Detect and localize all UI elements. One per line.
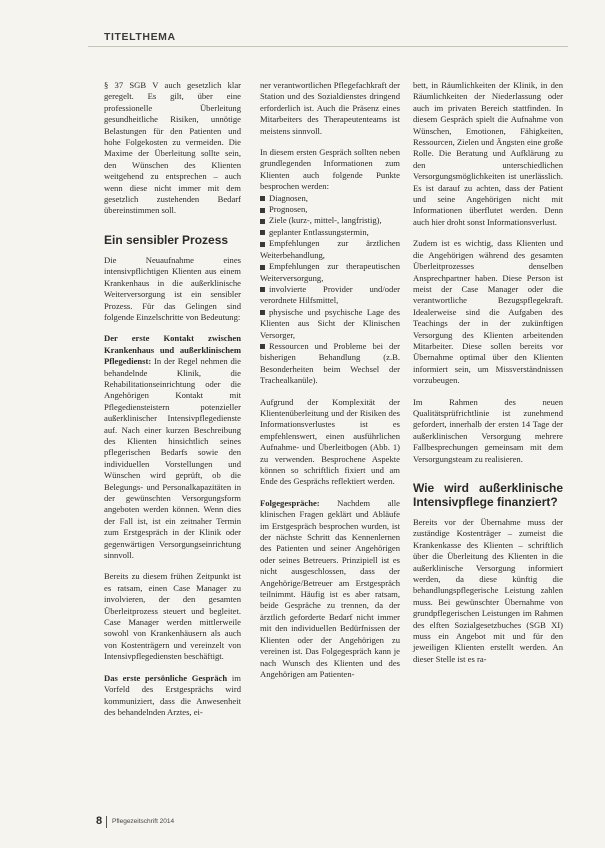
followup-text: Nachdem alle klinischen Fragen geklärt und Abläufe im Erstgespräch besprochen wurden, ist der nächste Schritt das Kennenlernen des Patienten und seiner Angehörigen oder seines Betreuers. Prinzipiell ist es nicht ausgeschlossen, dass der Angehörige/Betreuer am Erstgespräch teilnimmt. Häufig ist es aber ratsam, beide Gespräche zu trennen, da der ärztlich geforderte Bedarf nicht immer mit den individuellen Bedürfnissen der Klienten oder der Angehörigen zu vereinen ist. Das Folgegespräch kann je nach Wunsch des Klienten und des Angehörigen am Patienten- xyxy=(260,497,400,679)
first-talk-lead: Das erste persönliche Gespräch xyxy=(104,672,228,683)
bullet-square-icon xyxy=(260,242,265,247)
paragraph-financing: Bereits vor der Übernahme muss der zuständige Kostenträger – zumeist die Krankenkasse des Klienten – schriftlich über die Überleitung des Klienten in die außerklinische Versorgung informiert werden, da diese künftig die behandlungspflegerische Leistung zahlen muss. Bei gewünschter Übernahme von grundpflegerischen Leistungen im Rahmen des elften Sozialgesetzbuches (SGB XI) muss ein Angebot mit und für den jeweiligen Klienten erstellt werden. An dieser Stelle ist es ra- xyxy=(413,517,563,664)
paragraph-process: Die Neuaufnahme eines intensivpflichtigen Klienten aus einem Krankenhaus in die außerklinische Weiterversorgung ist ein sensibler Prozess. Für das Gelingen sind folgende Einzelschritte von Bedeutung: xyxy=(104,254,241,322)
bullet-square-icon xyxy=(260,310,265,315)
list-item: Prognosen, xyxy=(260,204,400,215)
bullet-square-icon xyxy=(260,265,265,270)
list-item: involvierte Provider und/oder verordnete Hilfsmittel, xyxy=(260,283,400,306)
paragraph-points: In diesem ersten Gespräch sollten neben grundlegenden Informationen zum Klienten auch folgende Punkte besprochen werden: xyxy=(260,147,400,192)
list-item: physische und psychische Lage des Klienten aus Sicht der Klinischen Versorger, xyxy=(260,306,400,340)
paragraph-first-contact xyxy=(104,333,241,561)
paragraph-contact-person: Zudem ist es wichtig, dass Klienten und die Angehörigen während des gesamten Überleitprozesses denselben Ansprechpartner haben. Diese Person ist meist der Case Manager oder die verantwortliche Bezugspflegekraft. Idealerweise sind die Aufgaben des Teachings der in der zukünftigen Versorgung des Klienten arbeitenden Mitarbeiter. Diese sollen bereits vor Übernahme optimal über den Klienten informiert sein, um Missverständnissen vorzubeugen. xyxy=(413,238,563,386)
footer-divider xyxy=(106,816,107,828)
paragraph-location: bett, in Räumlichkeiten der Klinik, in den Räumlichkeiten der Niederlassung oder auch im privaten Bereich stattfinden. In diesem Gespräch spielt die Aufnahme von Wünschen, Emotionen, Fähigkeiten, Ressourcen, Zielen und Ängsten eine große Rolle. Die Beratung und Aufklärung zu den unterschiedlichen Versorgungsmöglichkeiten ist unerlässlich. Es ist darauf zu achten, dass der Patient und seine Angehörigen nicht mit Informationen überflutet werden. Denn auch hier droht sonst Informationsverlust. xyxy=(413,80,563,227)
followup-lead: Folgegespräche: xyxy=(260,497,320,508)
bullet-square-icon xyxy=(260,344,265,349)
bullet-square-icon xyxy=(260,230,265,235)
section-label: TITELTHEMA xyxy=(104,31,176,43)
paragraph-complexity: Aufgrund der Komplexität der Klientenüberleitung und der Risiken des Informationsverlustes ist es empfehlenswert, einen ausführlichen Aufnahme- und Überleitbogen (Abb. 1) zu verwenden. Besprochene Aspekte können so schriftlich fixiert und am Ende des Gesprächs reflektiert werden. xyxy=(260,396,400,487)
bullet-square-icon xyxy=(260,196,265,201)
paragraph-quality: Im Rahmen des neuen Qualitätsprüfrichtlinie ist zunehmend gefordert, innerhalb der ersten 14 Tage der außerklinischen Versorgung mehrere Fallbesprechungen gemeinsam mit dem Versorgungsteam zu realisieren. xyxy=(413,396,563,464)
first-talk-text: im Vorfeld des Erstgesprächs wird kommuniziert, dass die Anwesenheit des behandelnden Arztes, ei- xyxy=(104,672,241,717)
first-contact-lead: Der erste Kontakt zwischen Krankenhaus und außerklinischem Pflegedienst: xyxy=(104,333,241,367)
bullet-square-icon xyxy=(260,208,265,213)
bullet-square-icon xyxy=(260,219,265,224)
paragraph-followup xyxy=(260,498,400,681)
paragraph-case-manager: Bereits zu diesem frühen Zeitpunkt ist es ratsam, einen Case Manager zu involvieren, der den gesamten Überleitprozess steuert und begleitet. Case Manager werden mittlerweile sowohl von Krankenhäusern als auch von Kostenträgern und vereinzelt von Intensivpflegediensten beschäftigt. xyxy=(104,571,241,662)
subhead-sensitive-process: Ein sensibler Prozess xyxy=(104,232,229,247)
text-column-2 xyxy=(260,80,400,680)
list-item: geplanter Entlassungstermin, xyxy=(260,227,400,238)
list-item: Empfehlungen zur therapeutischen Weiterversorgung, xyxy=(260,261,400,283)
paragraph-first-talk xyxy=(104,673,241,719)
list-item: Ressourcen und Probleme bei der bisherigen Behandlung (z.B. Besonderheiten beim Wechsel der Trachealkanüle). xyxy=(260,340,400,386)
paragraph-staff: ner verantwortlichen Pflegefachkraft der Station und des Sozialdienstes dringend erforderlich ist. Auch die Präsenz eines Mitarbeiters des Therapeutenteams ist meistens sinnvoll. xyxy=(260,80,400,136)
first-contact-text: In der Regel nehmen die behandelnde Klinik, die Rehabilitationseinrichtung oder die Angehörigen Kontakt mit Pflegediensteistern potenzieller außerklinischer Intensivpflegedienste auf. Nach einer kurzen Beschreibung des Klienten hinsichtlich seines pflegerischen Bedarfs sowie den individuellen Vorstellungen und Wünschen wird geprüft, ob die Belegungs- und Personalkapazitäten in der gewünschten Versorgungsform angeboten werden können. Wenn dies der Fall ist, ist ein zeitnaher Termin zum Erstgespräch in der Klinik oder gegenwärtigen Versorgungseinrichtung sinnvoll. xyxy=(104,356,241,561)
paragraph-intro: § 37 SGB V auch gesetzlich klar geregelt. Es gilt, über eine professionelle Überleitung gesundheitliche Risiken, unnötige Belastungen für den Patienten und hohe Folgekosten zu vermeiden. Die Maxime der Überleitung sollte sein, den Wünschen des Klienten weitgehend zu entsprechen – auch wenn diese nicht immer mit dem gesetzlich zustehenden Bedarf übereinstimmen soll. xyxy=(104,80,241,216)
list-item: Ziele (kurz-, mittel-, langfristig), xyxy=(260,215,400,226)
magazine-name: Pflegezeitschrift 2014 xyxy=(112,818,175,825)
list-item: Diagnosen, xyxy=(260,193,400,204)
bullet-square-icon xyxy=(260,287,265,292)
text-column-3 xyxy=(413,80,563,665)
subhead-financing: Wie wird außerklinische Intensivpflege finanziert? xyxy=(413,481,563,509)
bullet-list xyxy=(260,193,400,387)
list-item: Empfehlungen zur ärztlichen Weiterbehandlung, xyxy=(260,238,400,260)
page-number: 8 xyxy=(96,815,103,827)
text-column-1 xyxy=(104,80,241,718)
